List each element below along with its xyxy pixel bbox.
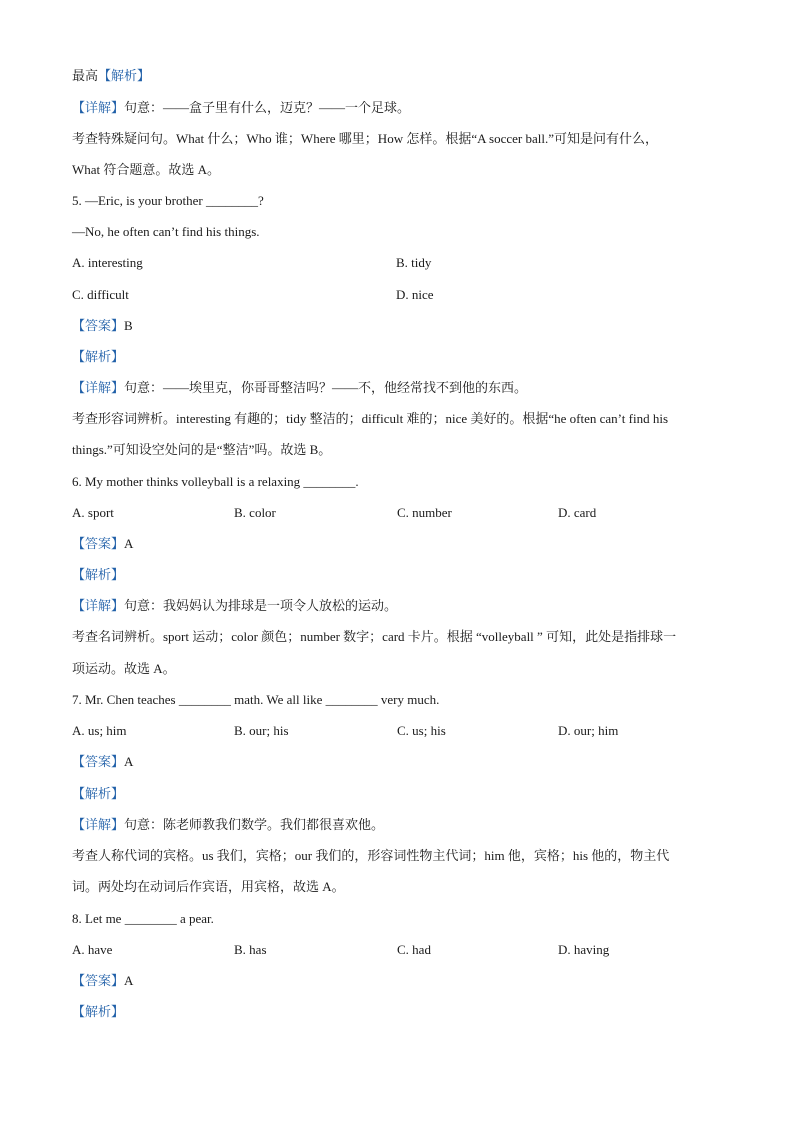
q5-option-a: A. interesting [72,255,143,270]
q5-analysis-heading [72,348,124,366]
detail-text: 句意：——埃里克，你哥哥整洁吗？——不，他经常找不到他的东西。 [124,380,528,395]
detail-tag: 【详解】 [72,598,125,613]
q6-analysis-heading [72,566,124,584]
q6-option-c: C. number [397,505,452,520]
question-7-stem: 7. Mr. Chen teaches ________ math. We all like ________ very much. [72,692,440,707]
q5-explanation: 考查形容词辨析。interesting 有趣的；tidy 整洁的；difficult 难的；nice 美好的。根据“he often can’t find his [72,411,669,426]
answer-value: A [124,754,134,769]
q5-option-b: B. tidy [396,255,432,270]
q8-option-b: B. has [234,942,267,957]
analysis-tag: 【解析】 [72,1004,125,1019]
answer-tag: 【答案】 [72,536,125,551]
answer-value: A [124,973,134,988]
question-5-reply: —No, he often can’t find his things. [72,224,260,239]
q8-option-c: C. had [397,942,431,957]
q8-option-d: D. having [558,942,610,957]
q6-option-b: B. color [234,505,276,520]
answer-tag: 【答案】 [72,318,125,333]
analysis-tag: 【解析】 [98,68,151,83]
q5-option-c: C. difficult [72,287,129,302]
q7-analysis-heading [72,785,124,803]
q7-answer [72,753,133,771]
detail-tag: 【详解】 [72,380,125,395]
explanation-line: 考查特殊疑问句。What 什么；Who 谁；Where 哪里；How 怎样。根据“A soccer ball.”可知是问有什么， [72,131,658,146]
detail-tag: 【详解】 [72,100,125,115]
q8-analysis-heading [72,1003,124,1021]
q5-explanation: things.”可知设空处问的是“整洁”吗。故选 B。 [72,442,332,457]
question-8-stem: 8. Let me ________ a pear. [72,911,214,926]
explanation-line: What 符合题意。故选 A。 [72,162,221,177]
detail-text: 句意：陈老师教我们数学。我们都很喜欢他。 [124,817,385,832]
analysis-tag: 【解析】 [72,786,125,801]
analysis-tag: 【解析】 [72,567,125,582]
q7-detail [72,816,384,834]
answer-value: B [124,318,133,333]
q8-answer [72,972,133,990]
answer-value: A [124,536,134,551]
q7-explanation: 词。两处均在动词后作宾语，用宾格，故选 A。 [72,879,345,894]
analysis-tag: 【解析】 [72,349,125,364]
answer-tag: 【答案】 [72,973,125,988]
q6-detail [72,597,397,615]
question-6-stem: 6. My mother thinks volleyball is a relaxing ________. [72,474,359,489]
q5-option-d: D. nice [396,287,434,302]
detail-line [72,99,410,117]
detail-text: 句意：我妈妈认为排球是一项令人放松的运动。 [124,598,398,613]
q7-option-a: A. us; him [72,723,127,738]
q5-detail [72,379,527,397]
q8-option-a: A. have [72,942,113,957]
section-heading-analysis [72,67,150,85]
q5-answer [72,317,133,335]
heading-prefix: 最高 [72,68,99,83]
q6-option-d: D. card [558,505,597,520]
answer-tag: 【答案】 [72,754,125,769]
q6-answer [72,535,133,553]
q6-explanation: 考查名词辨析。sport 运动；color 颜色；number 数字；card 卡片。根据 “volleyball ” 可知，此处是指排球一 [72,629,677,644]
q6-explanation: 项运动。故选 A。 [72,661,176,676]
q6-option-a: A. sport [72,505,114,520]
q7-explanation: 考查人称代词的宾格。us 我们，宾格；our 我们的，形容词性物主代词；him 他，宾格；his 他的，物主代 [72,848,670,863]
question-5-stem: 5. —Eric, is your brother ________? [72,193,264,208]
q7-option-d: D. our; him [558,723,619,738]
q7-option-b: B. our; his [234,723,289,738]
q7-option-c: C. us; his [397,723,446,738]
detail-text: 句意：——盒子里有什么，迈克？——一个足球。 [124,100,411,115]
detail-tag: 【详解】 [72,817,125,832]
